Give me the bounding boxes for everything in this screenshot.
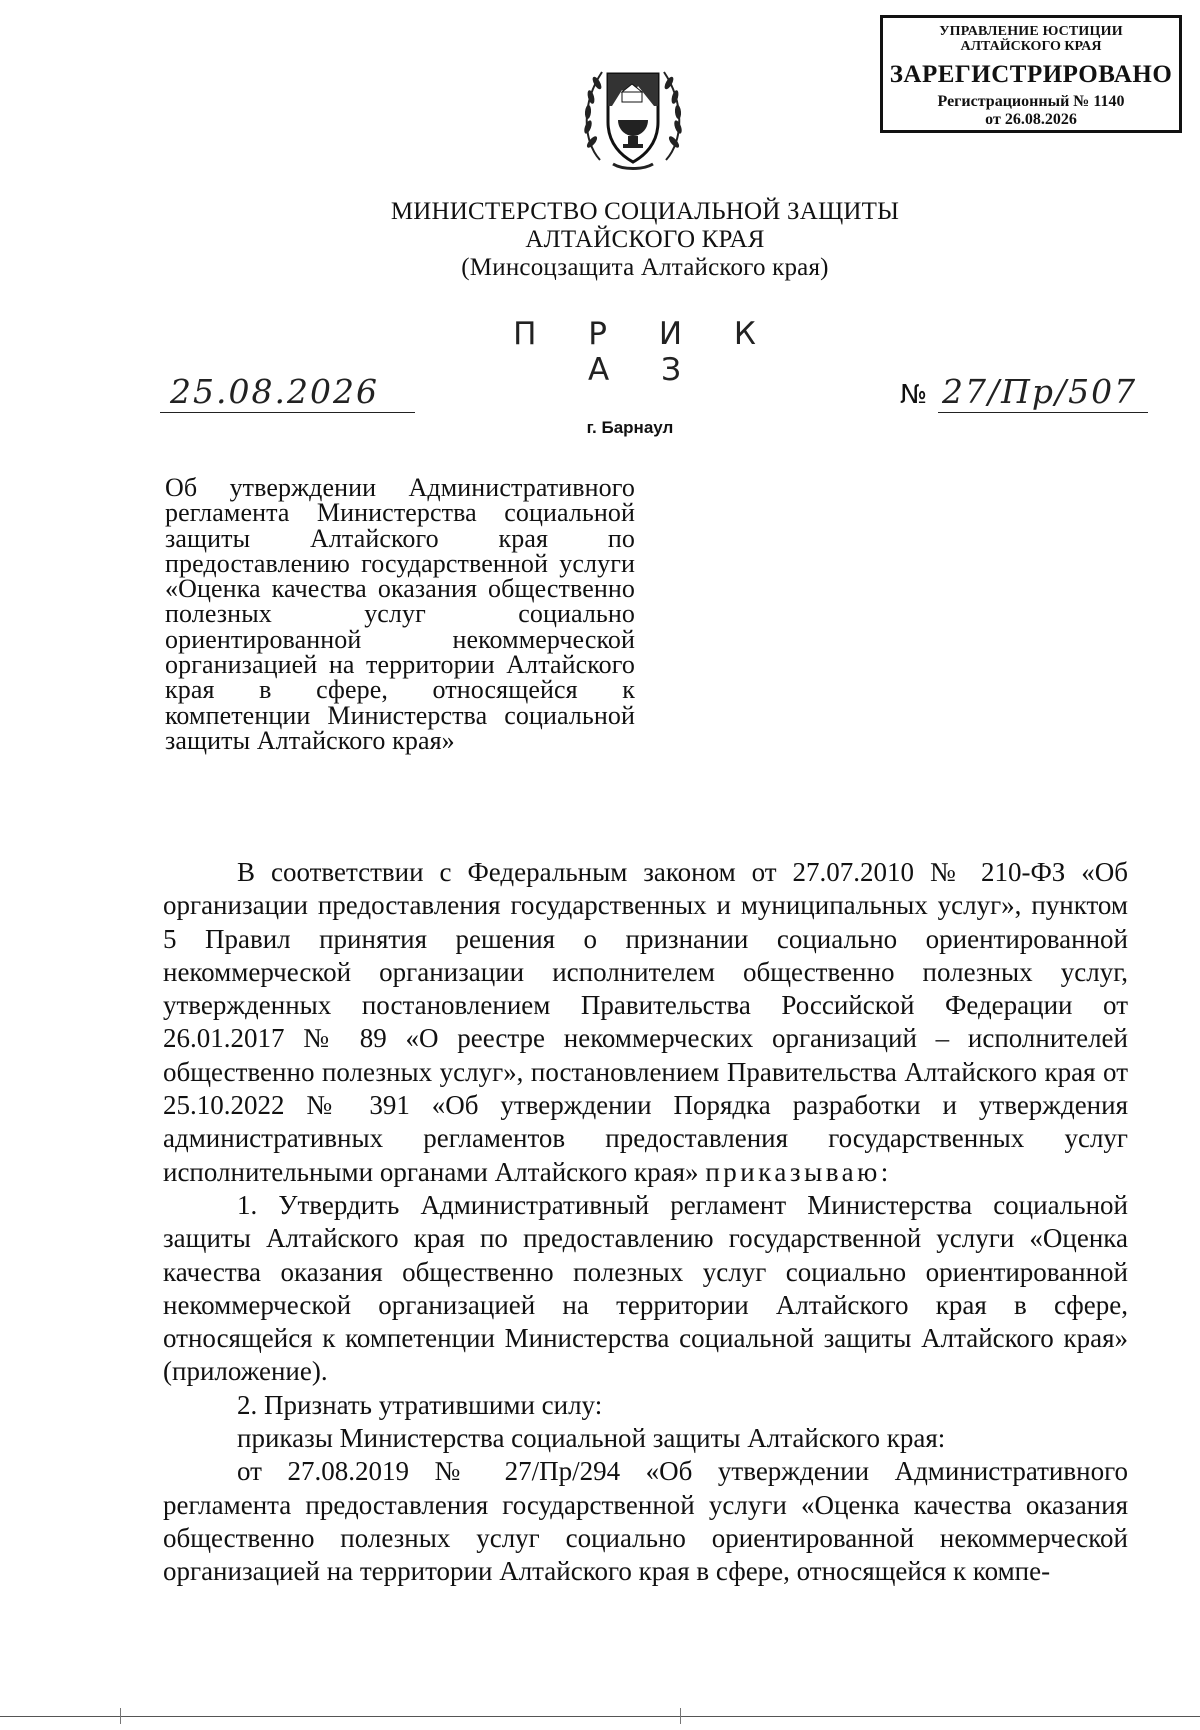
number-label: № bbox=[900, 380, 928, 410]
stamp-reg-date: от 26.08.2026 bbox=[985, 110, 1077, 128]
item-2-subheading: приказы Министерства социальной защиты Алтайского края: bbox=[237, 1423, 946, 1454]
handwritten-order-number: 27/Пр/507 bbox=[942, 372, 1138, 411]
page-bottom-tick bbox=[680, 1708, 681, 1724]
item-1-paragraph: 1. Утвердить Административный регламент Министерства социальной защиты Алтайского края по предоставлению государственной услуги «Оценка качества оказания общественно полезных услуг социально ориентированной некоммерческой организацией на территории Алтайского края в сфере, относящейся к компетенции Министерства социальной защиты Алтайского края» (приложение). bbox=[163, 1189, 1128, 1387]
stamp-reg-number: Регистрационный № 1140 bbox=[937, 93, 1125, 111]
preamble-paragraph bbox=[163, 856, 1128, 1189]
date-underline bbox=[160, 412, 415, 413]
ministry-name-line2: АЛТАЙСКОГО КРАЯ bbox=[525, 226, 765, 253]
stamp-authority-line2: АЛТАЙСКОГО КРАЯ bbox=[960, 39, 1102, 55]
document-type-heading: П Р И К А З bbox=[513, 316, 777, 388]
item-2-paragraph: 2. Признать утратившими силу: bbox=[237, 1389, 603, 1420]
preamble-text: В соответствии с Федеральным законом от 27.07.2010 № 210-ФЗ «Об организации предоставления государственных и муниципальных услуг», пунктом 5 Правил принятия решения о признании социально ориентированной некоммерческой организации исполнителем общественно полезных услуг, утвержденных постановлением Правительства Российской Федерации от 26.01.2017 № 89 «О реестре некоммерческих организаций – исполнителей общественно полезных услуг», постановлением Правительства Алтайского края от 25.10.2022 № 391 «Об утверждении Порядка разработки и утверждения административных регламентов предоставления государственных услуг исполнительными органами Алтайского края» bbox=[163, 857, 1128, 1187]
stamp-status: ЗАРЕГИСТРИРОВАНО bbox=[889, 60, 1173, 88]
page-bottom-tick bbox=[120, 1708, 121, 1724]
page-bottom-rule bbox=[0, 1716, 1200, 1717]
handwritten-date: 25.08.2026 bbox=[170, 372, 379, 411]
ministry-short-name: (Минсоцзащита Алтайского края) bbox=[461, 254, 829, 281]
city: г. Барнаул bbox=[586, 418, 674, 437]
ministry-header bbox=[300, 198, 990, 282]
registration-stamp bbox=[880, 15, 1182, 133]
ministry-name-line1: МИНИСТЕРСТВО СОЦИАЛЬНОЙ ЗАЩИТЫ bbox=[390, 198, 900, 225]
order-body bbox=[163, 856, 1128, 1589]
stamp-authority-line1: УПРАВЛЕНИЕ ЮСТИЦИИ bbox=[939, 24, 1123, 39]
order-word: приказываю: bbox=[705, 1156, 892, 1187]
number-underline bbox=[938, 412, 1148, 413]
item-2-reference-1: от 27.08.2019 № 27/Пр/294 «Об утверждении Административного регламента предоставления государственной услуги «Оценка качества оказания общественно полезных услуг социально ориентированной некоммерческой организацией на территории Алтайского края в сфере, относящейся к компе- bbox=[163, 1456, 1128, 1587]
order-title: Об утверждении Административного регламента Министерства социальной защиты Алтайского края по предоставлению государственной услуги «Оценка качества оказания общественно полезных услуг социально ориентированной некоммерческой организацией на территории Алтайского края в сфере, относящейся к компетенции Министерства социальной защиты Алтайского края» bbox=[165, 473, 635, 755]
altai-krai-coat-of-arms-icon bbox=[578, 52, 688, 178]
